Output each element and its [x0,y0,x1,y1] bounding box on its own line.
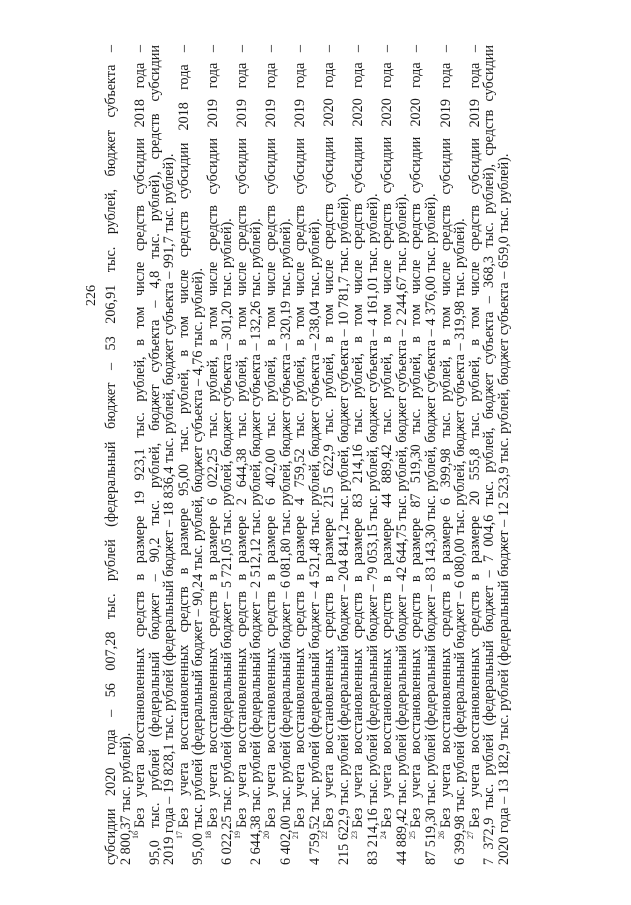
line-text: Без учета восстановленных средств в размере 87 519,30 тыс. рублей, в том числе средств субсидии 2020 года – [408,45,425,828]
line-text: 44 889,42 тыс. рублей (федеральный бюджет – 42 644,75 тыс. рублей, бюджет субъекта – 2 244,67 тыс. рублей). [393,193,410,865]
text-line [148,45,163,865]
footnote-23-line [351,45,366,865]
text-line [497,45,512,865]
line-text: Без учета восстановленных средств в размере 2 644,38 тыс. рублей, в том числе средств субсидии 2019 года – [233,45,250,828]
line-text: 87 519,30 тыс. рублей (федеральный бюджет – 83 143,30 тыс. рублей, бюджет субъекта – 4 376,00 тыс. рублей). [423,193,440,865]
footnote-20-line [264,45,279,865]
line-text: 2019 года – 19 828,1 тыс. рублей (федеральный бюджет – 18 836,4 тыс. рублей, бюджет субъекта – 991,7 тыс. рублей). [161,153,178,865]
line-text: 83 214,16 тыс. рублей (федеральный бюджет – 79 053,15 тыс. рублей, бюджет субъекта – 4 161,01 тыс. рублей). [364,193,381,865]
footnote-marker: 19 [233,831,243,839]
line-text: 95,0 тыс. рублей (федеральный бюджет – 90,2 тыс. рублей, бюджет субъекта – 4,8 тыс. рублей), средств субсидии [146,45,163,865]
footnote-marker: 17 [175,831,184,839]
line-text: Без учета восстановленных средств в размере 20 555,8 тыс. рублей, в том числе средств субсидии 2019 года – [466,45,483,828]
line-text: 6 022,25 тыс. рублей (федеральный бюджет – 5 721,05 тыс. рублей, бюджет субъекта – 301,20 тыс. рублей). [219,218,236,865]
line-text: 6 399,98 тыс. рублей (федеральный бюджет – 6 080,00 тыс. рублей, бюджет субъекта – 319,98 тыс. рублей). [452,218,469,865]
footnote-25-line [409,45,424,865]
footnote-marker: 16 [131,831,141,839]
line-text: 215 622,9 тыс. рублей (федеральный бюджет – 204 841,2 тыс. рублей, бюджет субъекта – 10 781,7 тыс. рублей). [335,193,352,865]
text-line [482,45,497,865]
line-text: Без учета восстановленных средств в размере 6 402,00 тыс. рублей, в том числе средств субсидии 2019 года – [263,45,280,828]
line-text: Без учета восстановленных средств в размере 19 923,1 тыс. рублей, в том числе средств субсидии 2018 года – [132,45,149,828]
footnote-marker: 18 [204,831,214,839]
line-text: Без учета восстановленных средств в размере 215 622,9 тыс. рублей, в том числе средств субсидии 2020 года – [321,45,338,828]
line-text: Без учета восстановленных средств в размере 4 759,52 тыс. рублей, в том числе средств субсидии 2019 года – [292,45,309,828]
text-line [279,45,294,865]
footnote-marker: 21 [291,831,301,839]
line-text: 2 800,37 тыс. рублей). [117,732,134,865]
line-text: Без учета восстановленных средств в размере 83 214,16 тыс. рублей, в том числе средств субсидии 2020 года – [350,45,367,828]
footnote-marker: 22 [320,831,330,839]
footnote-27-line [465,45,483,865]
footnote-marker: 26 [436,831,446,839]
footnote-marker: 23 [349,831,359,839]
footnote-22-line [322,45,337,865]
footnote-26-line [436,45,454,865]
footnote-marker: 25 [407,831,417,839]
line-text: Без учета восстановленных средств в размере 6 399,98 тыс. рублей, в том числе средств субсидии 2019 года – [437,45,454,828]
rotated-page [84,45,584,865]
line-text: 95,00 тыс. рублей (федеральный бюджет – 90,24 тыс. рублей, бюджет субъекта – 4,76 тыс. рублей). [190,267,207,865]
text-line [453,45,468,865]
footnote-marker: 27 [465,831,475,839]
line-text: субсидии 2020 года – 56 007,28 тыс. рублей (федеральный бюджет – 53 206,91 тыс. рублей, бюджет субъекта – [103,45,119,865]
footnote-17-line [177,45,192,865]
text-line [104,45,119,865]
line-text: 4 759,52 тыс. рублей (федеральный бюджет – 4 521,48 тыс. рублей, бюджет субъекта – 238,04 тыс. рублей). [306,218,323,865]
line-text: 2 644,38 тыс. рублей (федеральный бюджет – 2 512,12 тыс. рублей, бюджет субъекта – 132,26 тыс. рублей). [248,218,265,865]
footnote-18-line [206,45,221,865]
text-line [119,45,134,865]
footnote-21-line [293,45,308,865]
line-text: 6 402,00 тыс. рублей (федеральный бюджет – 6 081,80 тыс. рублей, бюджет субъекта – 320,19 тыс. рублей). [277,218,294,865]
line-text: 7 372,9 тыс. рублей (федеральный бюджет – 7 004,6 тыс. рублей, бюджет субъекта – 368,3 тыс. рублей), средств субсидии [481,45,498,865]
text-line [249,45,264,865]
line-text: Без учета восстановленных средств в размере 95,00 тыс. рублей, в том числе средств субсидии 2018 года – [175,45,192,828]
text-line [220,45,235,865]
footnote-marker: 24 [378,831,388,839]
footnote-19-line [235,45,250,865]
line-text: Без учета восстановленных средств в размере 44 889,42 тыс. рублей, в том числе средств субсидии 2020 года – [379,45,396,828]
footnote-16-line [133,45,148,865]
text-line [162,45,177,865]
footnote-24-line [380,45,395,865]
line-text: Без учета восстановленных средств в размере 6 022,25 тыс. рублей, в том числе средств субсидии 2019 года – [204,45,221,828]
line-text: 2020 года – 13 182,9 тыс. рублей (федеральный бюджет – 12 523,9 тыс. рублей, бюджет субъекта – 659,0 тыс. рублей). [495,153,512,865]
text-line [191,45,206,865]
footnote-text-block [104,45,511,865]
text-line [424,45,439,865]
page-number: 226 [84,285,99,306]
footnote-marker: 20 [262,831,272,839]
